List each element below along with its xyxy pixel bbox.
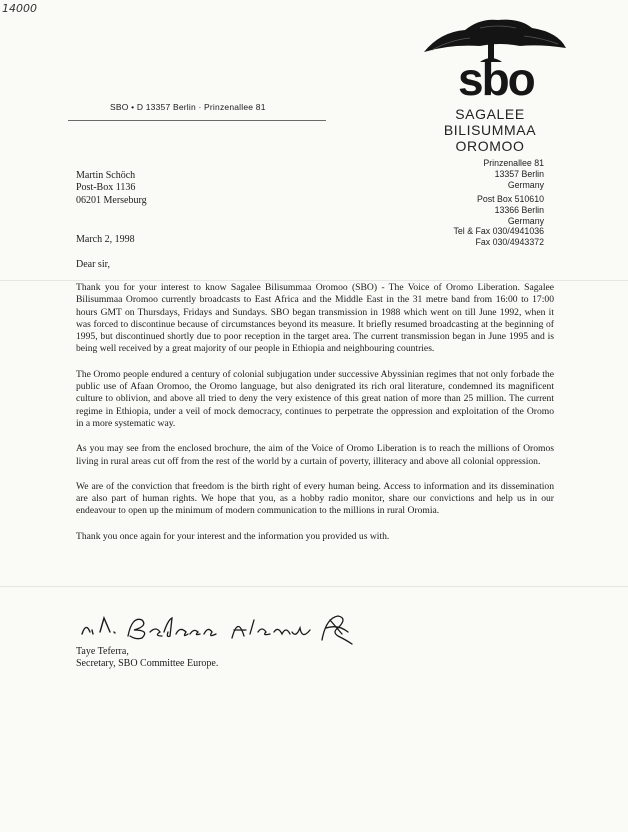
- sender-underline: [68, 120, 326, 121]
- recipient-name: Martin Schöch: [76, 170, 136, 181]
- body-paragraph: Thank you once again for your interest and the information you provided us with.: [76, 530, 390, 542]
- fax-line: Fax 030/4943372: [475, 237, 544, 248]
- salutation: Dear sir,: [76, 259, 111, 270]
- handwritten-page-number: 14000: [2, 2, 37, 15]
- organization-name: [430, 106, 550, 154]
- address-line: 13357 Berlin: [494, 168, 544, 179]
- signer-title: Secretary, SBO Committee Europe.: [76, 658, 219, 670]
- address-line: Prinzenallee 81: [483, 158, 544, 168]
- signer-block: [76, 646, 218, 671]
- sbo-logo-wordmark: sbo: [458, 53, 534, 105]
- letter-date: March 2, 1998: [76, 234, 135, 245]
- body-paragraph: Thank you for your interest to know Sagalee Bilisummaa Oromoo (SBO) - The Voice of Oromo Liberation. Sagalee Bilisummaa Oromoo currently broadcasts to East Africa and the Middle East in the 31 metre band from 16:00 to 17:00 hours GMT on Thursdays, Fridays and Sundays. SBO began transmission in 1988 which went on till June 1992, when it was forced to discontinue because of circumstances beyond its measure. It briefly resumed broadcasting at the beginning of 1995, but discontinued shortly due to poor reception in the target area. The current transmission began in June 1995 and is being well received by a great majority of our people in Ethiopia and neighbouring countries.: [76, 282, 554, 355]
- address-line: Post Box 510610: [476, 194, 544, 204]
- phone-fax-line: Tel & Fax 030/4941036: [453, 226, 544, 237]
- letter-body: [76, 282, 554, 556]
- sender-return-address: SBO • D 13357 Berlin · Prinzenallee 81: [110, 102, 266, 112]
- recipient-city: 06201 Merseburg: [76, 194, 147, 206]
- postal-address: [454, 194, 544, 248]
- org-name-line: OROMOO: [455, 138, 525, 154]
- signer-name: Taye Teferra,: [76, 646, 129, 657]
- org-name-line: SAGALEE: [455, 106, 525, 122]
- address-line: Germany: [507, 179, 544, 190]
- body-paragraph: We are of the conviction that freedom is the birth right of every human being. Access to information and its dissemination are also part of human rights. We hope that you, as a hobby radio monitor, share our convictions and help us in our endeavour to open up the minimum of modern communication to the millions in rural Oromia.: [76, 480, 554, 517]
- handwritten-signature: [76, 610, 356, 646]
- recipient-post-box: Post-Box 1136: [76, 182, 136, 194]
- body-paragraph: The Oromo people endured a century of colonial subjugation under successive Abyssinian regimes that not only forbade the public use of Afaan Oromoo, the Oromo language, but also denigrated its rich oral literature, condemned its magnificent culture to oblivion, and above all tried to deny the very existence of this great nation of more than 25 million. The current regime in Ethiopia, under a veil of mock democracy, continues to perpetrate the oppression and exploitation of the Oromo in a more systematic way.: [76, 368, 554, 429]
- address-line: 13366 Berlin: [494, 204, 544, 215]
- fold-line: [0, 586, 628, 587]
- org-name-line: BILISUMMAA: [443, 122, 537, 138]
- address-line: Germany: [507, 215, 544, 226]
- fold-line: [0, 280, 628, 281]
- body-paragraph: As you may see from the enclosed brochure, the aim of the Voice of Oromo Liberation is to reach the millions of Oromos living in rural areas cut off from the rest of the world by a curtain of poverty, illiteracy and above all colonial oppression.: [76, 443, 554, 467]
- street-address: [483, 158, 544, 190]
- recipient-address: [76, 170, 147, 207]
